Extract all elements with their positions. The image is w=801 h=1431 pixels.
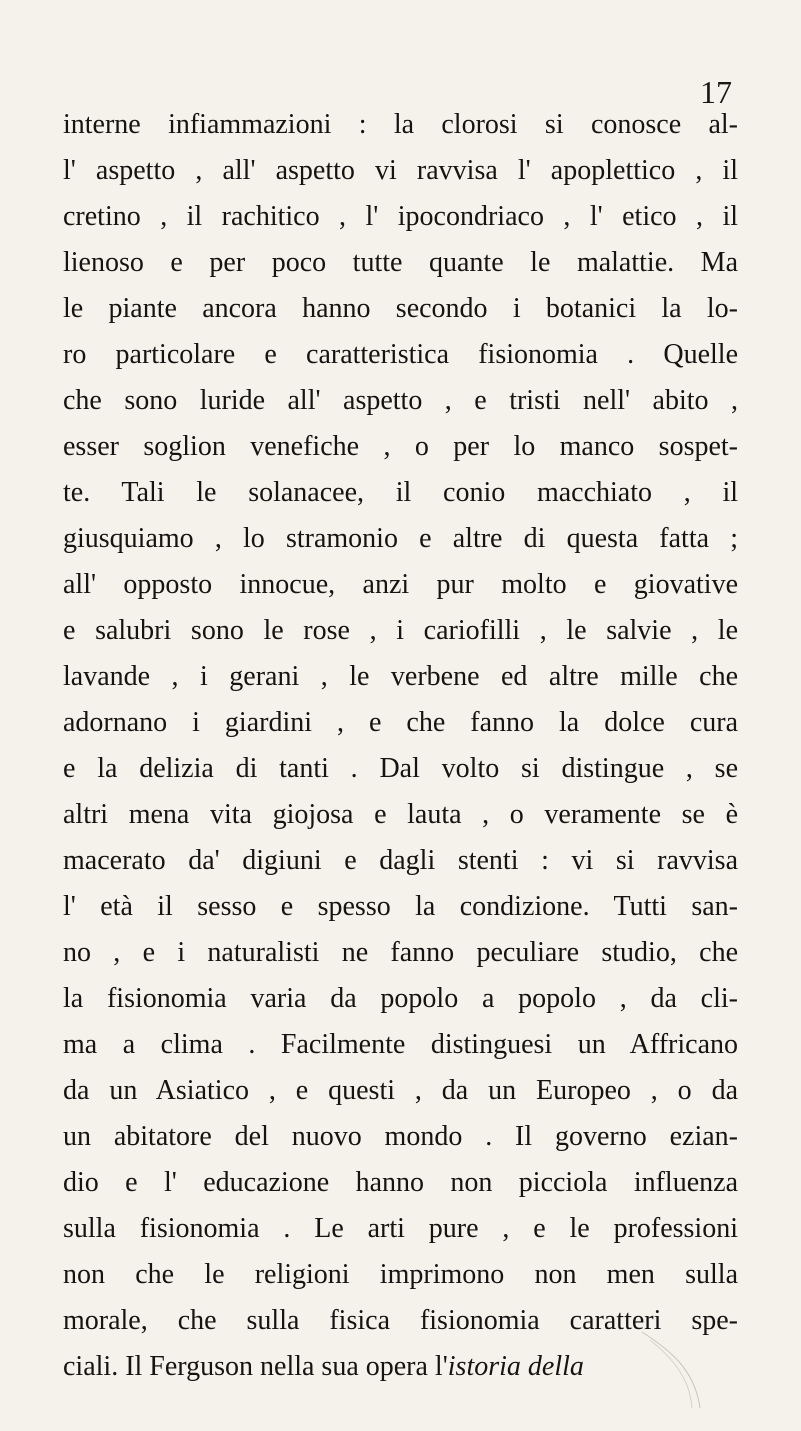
text-line: all' opposto innocue, anzi pur molto e giovative [63, 569, 738, 600]
text-line: che sono luride all' aspetto , e tristi nell' abito , [63, 385, 738, 416]
text-line: sulla fisionomia . Le arti pure , e le professioni [63, 1213, 738, 1244]
text-line: no , e i naturalisti ne fanno peculiare studio, che [63, 937, 738, 968]
last-line-roman: ciali. Il Ferguson nella sua opera l' [63, 1351, 448, 1382]
text-line: altri mena vita giojosa e lauta , o veramente se è [63, 799, 738, 830]
text-line: cretino , il rachitico , l' ipocondriaco , l' etico , il [63, 201, 738, 232]
text-line: e salubri sono le rose , i cariofilli , le salvie , le [63, 615, 738, 646]
text-line: te. Tali le solanacee, il conio macchiato , il [63, 477, 738, 508]
text-line: non che le religioni imprimono non men sulla [63, 1259, 738, 1290]
page-number: 17 [700, 74, 732, 110]
text-line: da un Asiatico , e questi , da un Europeo , o da [63, 1075, 738, 1106]
text-line: l' età il sesso e spesso la condizione. Tutti san- [63, 891, 738, 922]
text-line: le piante ancora hanno secondo i botanici la lo- [63, 293, 738, 324]
text-line-last [63, 1344, 738, 1390]
last-line-italic: istoria della [447, 1351, 584, 1382]
text-line: l' aspetto , all' aspetto vi ravvisa l' apoplettico , il [63, 155, 738, 186]
text-line: lienoso e per poco tutte quante le malattie. Ma [63, 247, 738, 278]
text-line: morale, che sulla fisica fisionomia caratteri spe- [63, 1305, 738, 1336]
text-line: esser soglion venefiche , o per lo manco sospet- [63, 431, 738, 462]
text-line: la fisionomia varia da popolo a popolo , da cli- [63, 983, 738, 1014]
text-line: macerato da' digiuni e dagli stenti : vi si ravvisa [63, 845, 738, 876]
text-line: adornano i giardini , e che fanno la dolce cura [63, 707, 738, 738]
body-text [63, 102, 738, 1390]
text-line: interne infiammazioni : la clorosi si conosce al- [63, 109, 738, 140]
text-line: un abitatore del nuovo mondo . Il governo ezian- [63, 1121, 738, 1152]
text-line: lavande , i gerani , le verbene ed altre mille che [63, 661, 738, 692]
text-line: giusquiamo , lo stramonio e altre di questa fatta ; [63, 523, 738, 554]
text-line: ro particolare e caratteristica fisionomia . Quelle [63, 339, 738, 370]
text-line: dio e l' educazione hanno non picciola influenza [63, 1167, 738, 1198]
text-line: e la delizia di tanti . Dal volto si distingue , se [63, 753, 738, 784]
text-line: ma a clima . Facilmente distinguesi un Affricano [63, 1029, 738, 1060]
